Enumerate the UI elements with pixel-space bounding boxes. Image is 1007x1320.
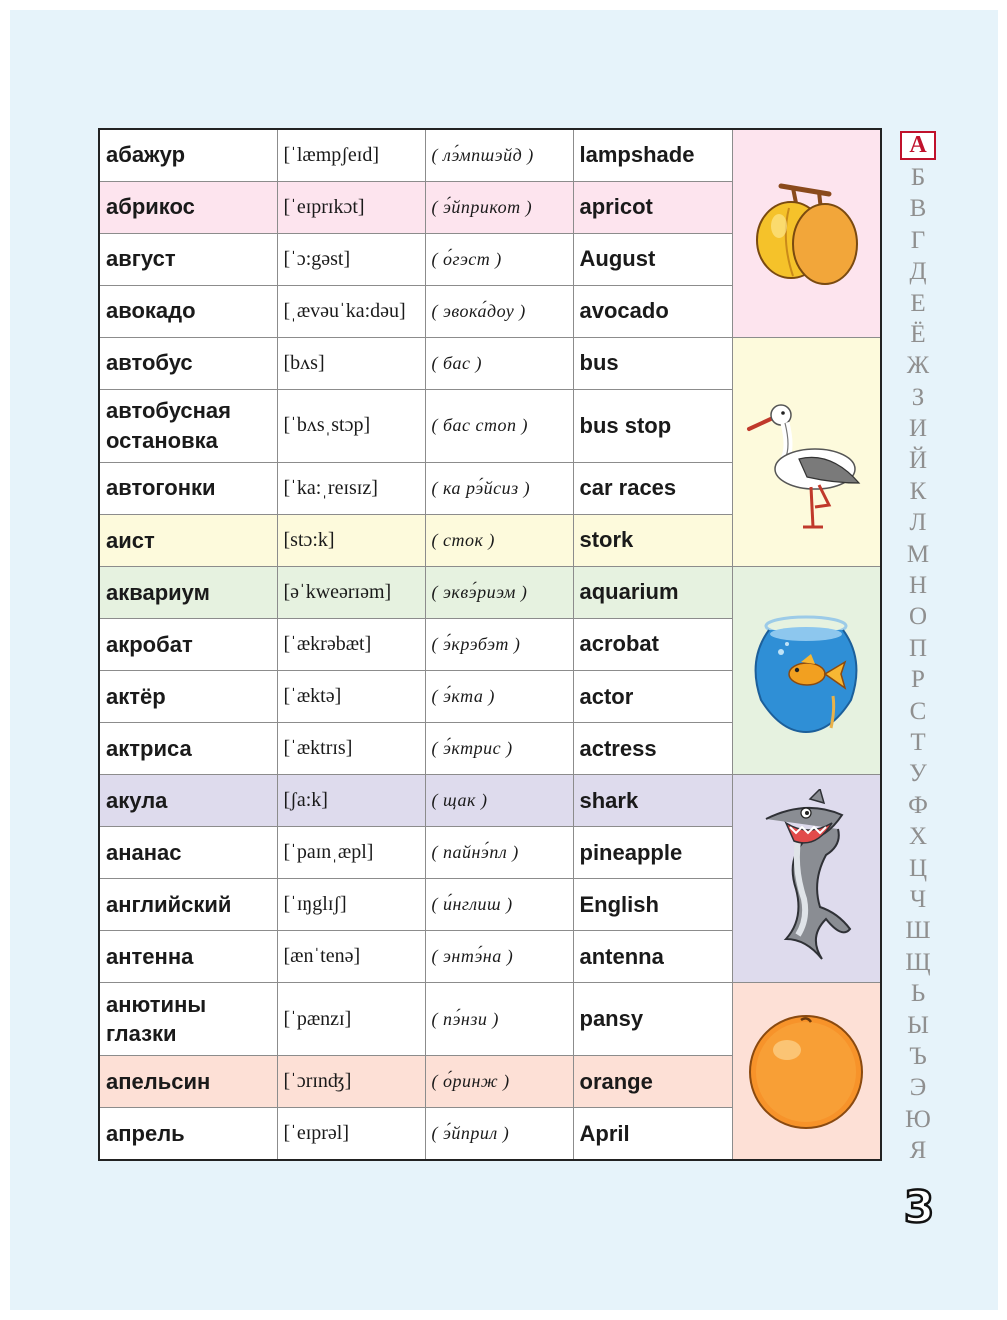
alphabet-letter[interactable]: Ь [910,980,926,1008]
russian-transliteration: ( пайнэ́пл ) [425,827,573,879]
ipa-transcription: [əˈkweərɪəm] [277,566,425,618]
alphabet-letter[interactable]: Я [909,1137,927,1165]
english-word: bus [573,337,732,389]
russian-transliteration: ( щак ) [425,775,573,827]
alphabet-letter[interactable]: Ё [910,320,926,348]
alphabet-letter[interactable]: Б [910,164,926,191]
russian-word: автогонки [99,462,277,514]
ipa-transcription: [bʌs] [277,337,425,389]
russian-transliteration: ( э́крэбэт ) [425,618,573,670]
english-word: stork [573,514,732,566]
ipa-transcription: [ˈɔrɪnʤ] [277,1056,425,1108]
table-row [99,775,881,827]
alphabet-letter[interactable]: М [906,540,930,568]
alphabet-letter[interactable]: Е [910,289,926,317]
ipa-transcription: [ˈpænzɪ] [277,983,425,1056]
alphabet-letter[interactable]: Н [908,572,928,600]
alphabet-letter[interactable]: Д [909,258,927,286]
russian-transliteration: ( и́нглиш ) [425,879,573,931]
russian-word: апельсин [99,1056,277,1108]
english-word: shark [573,775,732,827]
apricot-icon [741,168,871,298]
english-word: August [573,233,732,285]
russian-transliteration: ( эвока́доу ) [425,285,573,337]
ipa-transcription: [ˈlæmpʃeɪd] [277,129,425,181]
shark-illustration [732,775,881,983]
russian-transliteration: ( о́ринж ) [425,1056,573,1108]
ipa-transcription: [ˈɪŋglɪʃ] [277,879,425,931]
page-number: 3 [903,1182,935,1233]
english-word: actress [573,723,732,775]
russian-transliteration: ( э́йприл ) [425,1108,573,1160]
english-word: April [573,1108,732,1160]
table-row [99,337,881,389]
alphabet-letter[interactable]: Х [908,823,928,851]
stork-icon [741,367,871,537]
alphabet-letter[interactable]: Ы [907,1011,929,1039]
english-word: avocado [573,285,732,337]
alphabet-letter[interactable]: Г [910,226,926,254]
russian-transliteration: ( бас ) [425,337,573,389]
apricot-illustration [732,129,881,337]
alphabet-letter[interactable]: Щ [905,948,931,976]
ipa-transcription: [ˈæktrɪs] [277,723,425,775]
alphabet-letter-active[interactable]: А [900,131,936,160]
alphabet-letter[interactable]: Ю [905,1105,931,1133]
stork-illustration [732,337,881,566]
ipa-transcription: [ʃa:k] [277,775,425,827]
russian-transliteration: ( ка рэ́йсиз ) [425,462,573,514]
english-word: apricot [573,181,732,233]
russian-word: антенна [99,931,277,983]
alphabet-letter[interactable]: Ц [908,854,928,882]
ipa-transcription: [ˈæktə] [277,670,425,722]
aquarium-icon [741,600,871,740]
english-word: pineapple [573,827,732,879]
ipa-transcription: [ˈbʌsˌstɔp] [277,389,425,462]
shark-icon [746,789,866,969]
table-row [99,983,881,1056]
alphabet-letter[interactable]: Э [909,1074,927,1102]
alphabet-letter[interactable]: З [911,383,925,411]
english-word: actor [573,670,732,722]
aquarium-illustration [732,566,881,774]
russian-word: август [99,233,277,285]
russian-word: акула [99,775,277,827]
russian-word: автобусная остановка [99,389,277,462]
russian-transliteration: ( энтэ́на ) [425,931,573,983]
english-word: lampshade [573,129,732,181]
table-row [99,129,881,181]
alphabet-letter[interactable]: У [909,760,927,788]
alphabet-letter[interactable]: Ш [905,917,931,945]
russian-word: английский [99,879,277,931]
ipa-transcription: [ˈækrəbæt] [277,618,425,670]
alphabet-letter[interactable]: К [909,477,927,505]
vocabulary-table [98,128,882,1161]
english-word: antenna [573,931,732,983]
alphabet-letter[interactable]: О [908,603,928,631]
alphabet-letter[interactable]: Ъ [909,1042,927,1070]
alphabet-index [898,131,938,1167]
alphabet-letter[interactable]: Ж [906,352,930,380]
ipa-transcription: [ˈpaɪnˌæpl] [277,827,425,879]
alphabet-letter[interactable]: Й [908,446,928,474]
russian-word: анютины глазки [99,983,277,1056]
ipa-transcription: [ˈeɪprəl] [277,1108,425,1160]
ipa-transcription: [ænˈtenə] [277,931,425,983]
russian-transliteration: ( э́йприкот ) [425,181,573,233]
russian-transliteration: ( сток ) [425,514,573,566]
orange-icon [741,1006,871,1136]
russian-transliteration: ( о́гэст ) [425,233,573,285]
ipa-transcription: [ˌævəuˈka:dəu] [277,285,425,337]
alphabet-letter[interactable]: П [908,634,928,662]
russian-transliteration: ( эквэ́риэм ) [425,566,573,618]
russian-word: авокадо [99,285,277,337]
english-word: English [573,879,732,931]
ipa-transcription: [ˈɔ:gəst] [277,233,425,285]
russian-transliteration: ( лэ́мпшэйд ) [425,129,573,181]
russian-word: абажур [99,129,277,181]
alphabet-letter[interactable]: В [909,195,927,223]
russian-word: актёр [99,670,277,722]
russian-transliteration: ( э́ктрис ) [425,723,573,775]
english-word: pansy [573,983,732,1056]
alphabet-letter[interactable]: И [908,415,928,443]
russian-word: аквариум [99,566,277,618]
ipa-transcription: [stɔ:k] [277,514,425,566]
table-row [99,566,881,618]
russian-word: актриса [99,723,277,775]
russian-transliteration: ( э́кта ) [425,670,573,722]
alphabet-letter[interactable]: С [909,697,927,725]
alphabet-letter[interactable]: Т [910,729,926,757]
alphabet-letter[interactable]: Л [909,509,927,537]
russian-word: апрель [99,1108,277,1160]
ipa-transcription: [ˈeɪprɪkɔt] [277,181,425,233]
russian-word: автобус [99,337,277,389]
russian-word: акробат [99,618,277,670]
russian-transliteration: ( пэ́нзи ) [425,983,573,1056]
alphabet-letter[interactable]: Р [911,666,925,694]
russian-word: ананас [99,827,277,879]
english-word: orange [573,1056,732,1108]
ipa-transcription: [ˈka:ˌreɪsɪz] [277,462,425,514]
english-word: aquarium [573,566,732,618]
alphabet-letter[interactable]: Ч [909,885,927,913]
russian-word: абрикос [99,181,277,233]
english-word: bus stop [573,389,732,462]
russian-word: аист [99,514,277,566]
alphabet-letter[interactable]: Ф [908,791,928,819]
english-word: car races [573,462,732,514]
orange-illustration [732,983,881,1160]
russian-transliteration: ( бас стоп ) [425,389,573,462]
english-word: acrobat [573,618,732,670]
